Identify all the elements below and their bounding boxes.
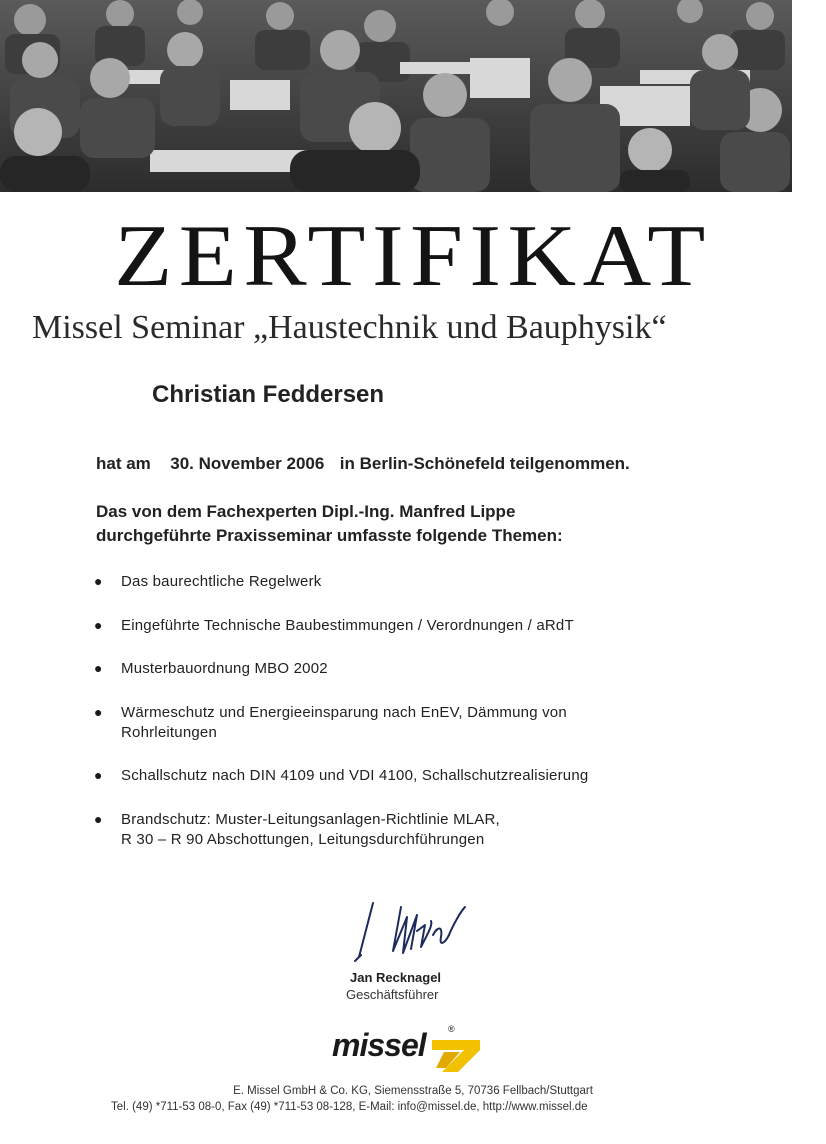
topic-text-continued: R 30 – R 90 Abschottungen, Leitungsdurchführungen: [121, 831, 485, 848]
attendance-line: [96, 454, 630, 474]
topic-text: Wärmeschutz und Energieeinsparung nach EnEV, Dämmung von: [121, 704, 567, 721]
company-address: E. Missel GmbH & Co. KG, Siemensstraße 5, 70736 Fellbach/Stuttgart: [233, 1085, 593, 1097]
registered-mark: ®: [448, 1024, 455, 1034]
topic-text: Eingeführte Technische Baubestimmungen / Verordnungen / aRdT: [121, 617, 574, 634]
audience-photo: [0, 0, 792, 192]
logo-wordmark: missel: [332, 1027, 426, 1063]
attendance-date: 30. November 2006: [170, 454, 325, 473]
company-contact: Tel. (49) *711-53 08-0, Fax (49) *711-53 08-128, E-Mail: info@missel.de, http://www.missel.de: [111, 1101, 588, 1113]
list-item: [94, 766, 588, 786]
handwritten-signature: [345, 895, 475, 980]
topic-text: Musterbauordnung MBO 2002: [121, 660, 328, 677]
topic-text-continued: Rohrleitungen: [121, 724, 217, 741]
bullet-icon: ●: [94, 767, 103, 783]
seminar-subtitle: Missel Seminar „Haustechnik und Bauphysik“: [32, 309, 667, 346]
intro-line: Das von dem Fachexperten Dipl.-Ing. Manfred Lippe: [96, 502, 516, 521]
bullet-icon: ●: [94, 704, 103, 720]
seminar-intro: [96, 500, 563, 548]
participant-name: Christian Feddersen: [152, 381, 385, 408]
bullet-icon: ●: [94, 617, 103, 633]
list-item: [94, 572, 322, 592]
list-item: [94, 659, 328, 679]
list-item: [94, 810, 500, 850]
topic-text: Das baurechtliche Regelwerk: [121, 573, 322, 590]
signer-role: Geschäftsführer: [346, 987, 439, 1002]
attendance-location: in Berlin-Schönefeld teilgenommen.: [339, 454, 630, 473]
topic-text: Brandschutz: Muster-Leitungsanlagen-Richtlinie MLAR,: [121, 811, 500, 828]
signer-name: Jan Recknagel: [350, 970, 442, 985]
bullet-icon: ●: [94, 573, 103, 589]
bullet-icon: ●: [94, 660, 103, 676]
attendance-prefix: hat am: [96, 454, 151, 473]
topic-text: Schallschutz nach DIN 4109 und VDI 4100, Schallschutzrealisierung: [121, 767, 589, 784]
missel-logo: [332, 1022, 484, 1077]
list-item: [94, 703, 567, 743]
list-item: [94, 616, 574, 636]
certificate-title: ZERTIFIKAT: [114, 208, 712, 305]
bullet-icon: ●: [94, 811, 103, 827]
intro-line: durchgeführte Praxisseminar umfasste folgende Themen:: [96, 526, 563, 545]
